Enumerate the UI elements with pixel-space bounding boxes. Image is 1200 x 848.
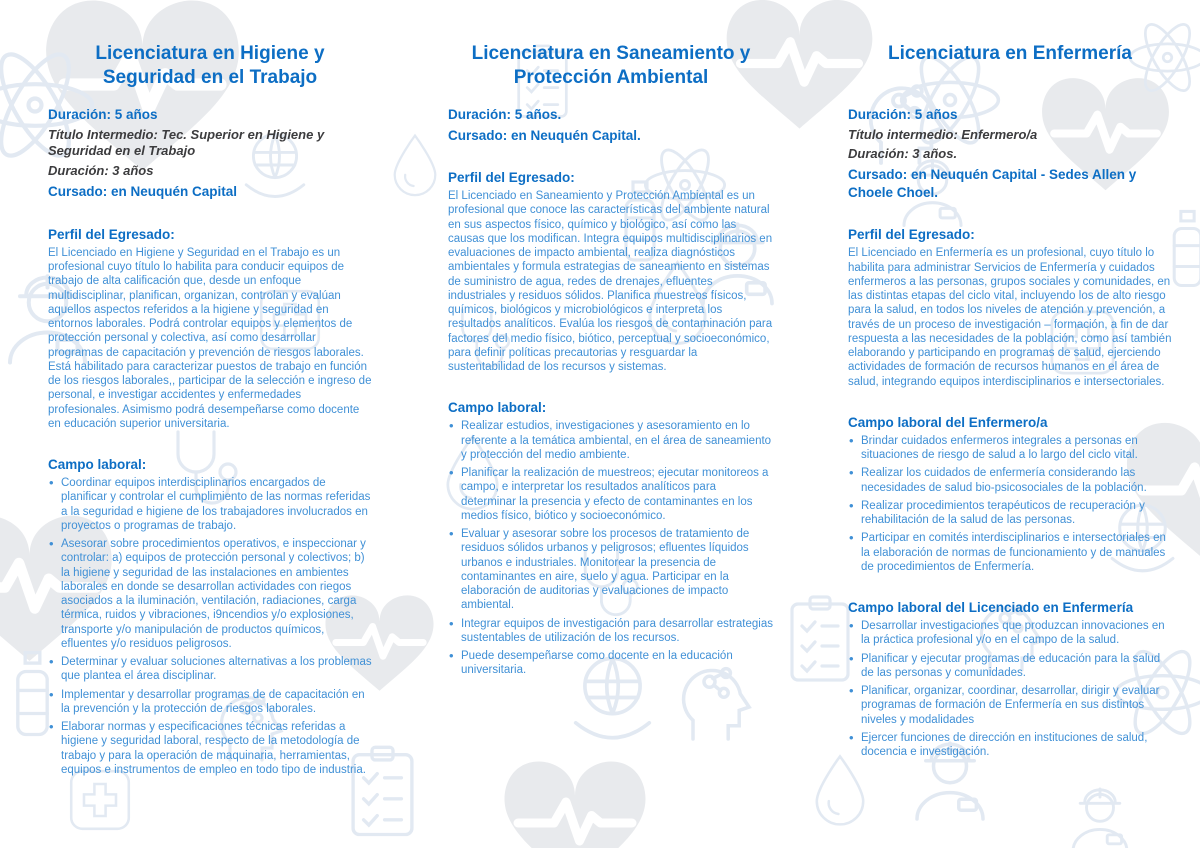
list-item: • Determinar y evaluar soluciones alternativas a los problemas que plantea el área disciplinar. [48, 655, 372, 684]
list-item: • Integrar equipos de investigación para desarrollar estrategias sustentables de utilización de los recursos. [448, 617, 774, 646]
perfil-paragraph: El Licenciado en Saneamiento y Protección Ambiental es un profesional que conoce las características del ambiente natural en sus aspectos físico, químico y biológico, así como las causas que los modifican. Integra equipos multidisciplinarios en evaluaciones de impacto ambiental, realiza diagnósticos ambientales y formula estrategias de saneamiento en sistemas de suministro de agua, redes de drenajes, efluentes industriales y residuos sólidos. Planifica muestreos físicos, químicos, biológicos y microbiológicos e interpreta los resultados analíticos. Evalúa los riesgos de contaminación para factores del medio físico, biótico, perceptual y socioeconómico, para definir políticas precautorias y resguardar la sustentabilidad de los recursos y sistemas. [448, 190, 773, 374]
location-line: Cursado: en Neuquén Capital. [448, 127, 641, 143]
program-title: Licenciatura en Higiene y Seguridad en el Trabajo [95, 43, 325, 88]
duration-line: Duración: 5 años [848, 107, 958, 122]
worker-helmet-icon [1073, 789, 1127, 848]
section-heading-perfil: Perfil del Egresado: [448, 170, 575, 186]
list-item: • Realizar estudios, investigaciones y asesoramiento en lo referente a la temática ambiental, en el área de saneamiento y protección del medio ambiente. [448, 419, 774, 462]
section-heading-campo: Campo laboral: [48, 457, 147, 473]
program-meta [448, 106, 774, 144]
program-column-saneamiento [448, 42, 774, 682]
list-item: • Planificar, organizar, coordinar, desarrollar, dirigir y evaluar programas de formación de Enfermería en sus distintos niveles y modalidades [848, 684, 1172, 727]
heart-pulse-icon [505, 762, 646, 848]
campo-laboral-list [48, 476, 372, 777]
duration-line: Duración: 5 años [48, 107, 158, 122]
intermediate-duration-line: Duración: 3 años [48, 163, 154, 179]
section-heading-campo: Campo laboral: [448, 400, 547, 416]
program-title: Licenciatura en Saneamiento y Protección Ambiental [471, 43, 751, 88]
list-item: • Ejercer funciones de dirección en instituciones de salud, docencia e investigación. [848, 731, 1172, 760]
list-item: • Planificar la realización de muestreos; ejecutar monitoreos a campo, e interpretar los resultados analíticos para determinar la presencia y efecto de contaminantes en los medios físico, biótico y socioeconómico. [448, 466, 774, 523]
campo-enfermero-list [848, 434, 1172, 574]
perfil-paragraph: El Licenciado en Higiene y Seguridad en el Trabajo es un profesional cuyo título lo habilita para conducir equipos de trabajo de alta calificación que, desde un enfoque multidisciplinar, planifican, organizan, controlan y evalúan aquellos aspectos referidos a la higiene y seguridad en entornos laborales. Podrá controlar equipos y elementos de protección personal y colectiva, así como desarrollar programas de capacitación y prevención de riesgos laborales. [48, 246, 364, 359]
perfil-paragraph: Está habilitado para caracterizar puestos de trabajo en función de los riesgos laborales,, participar de la selección e ingreso de personal, e investigar accidentes y enfermedades profesionales. Asimismo podrá desempeñarse como docente en educación superior universitaria. [48, 360, 372, 430]
program-meta [48, 106, 372, 201]
medicine-bottle-icon [18, 653, 47, 735]
water-drop-icon [395, 136, 436, 196]
list-item: • Asesorar sobre procedimientos operativos, e inspeccionar y controlar: a) equipos de protección personal y colectivos; b) la higiene y seguridad de las instalaciones en ambientes laborales en donde se desarrollan actividades con riegos asociados a la iluminación, ventilación, radiaciones, carga térmica, ruidos y vibraciones, i9ncendios y/o explosiones, transporte y/o manipulación de productos químicos, efluentes y/o residuos peligrosos. [48, 537, 372, 651]
list-item: • Puede desempeñarse como docente en la educación universitaria. [448, 649, 774, 678]
list-item: • Realizar los cuidados de enfermería considerando las necesidades de salud bio-psicosociales de la población. [848, 466, 1172, 495]
water-drop-icon [817, 756, 863, 824]
intermediate-degree-line: Título intermedio: Enfermero/a [848, 126, 1038, 142]
list-item: • Elaborar normas y especificaciones técnicas referidas a higiene y seguridad laboral, respecto de la metodología de trabajo y para la operación de maquinaria, herramientas, equipos e instrumentos de empleo en todo tipo de industria. [48, 720, 372, 777]
list-item: • Participar en comités interdisciplinarios e intersectoriales en la elaboración de normas de funcionamiento y de manuales de procedimientos de Enfermería. [848, 531, 1172, 574]
intermediate-degree-line: Título Intermedio: Tec. Superior en Higiene y Seguridad en el Trabajo [48, 126, 325, 159]
section-heading-perfil: Perfil del Egresado: [848, 227, 975, 243]
section-heading-campo-licenciado: Campo laboral del Licenciado en Enfermería [848, 600, 1134, 616]
location-line: Cursado: en Neuquén Capital [48, 184, 238, 200]
program-title: Licenciatura en Enfermería [888, 43, 1132, 64]
list-item: • Desarrollar investigaciones que produzcan innovaciones en la práctica profesional y/o en el campo de la salud. [848, 619, 1172, 648]
clipboard-icon [792, 597, 848, 680]
medicine-bottle-icon [1174, 211, 1200, 285]
list-item: • Realizar procedimientos terapéuticos de recuperación y rehabilitación de la salud de las personas. [848, 499, 1172, 528]
list-item: • Coordinar equipos interdisciplinarios encargados de planificar y controlar el cumplimiento de las normas referidas a la seguridad e higiene de los trabajadores involucrados en proyectos o programas de trabajo. [48, 476, 372, 533]
intermediate-duration-line: Duración: 3 años. [848, 146, 958, 162]
location-line: Cursado: en Neuquén Capital - Sedes Allen y Choele Choel. [848, 167, 1137, 200]
perfil-paragraph: El Licenciado en Enfermería es un profesional, cuyo título lo habilita para administrar Servicios de Enfermería y cuidados enfermeros a las personas, grupos sociales y comunidades, en las distintas etapas del ciclo vital, incluyendo los de alto riesgo para la salud, en todos los niveles de atención y prevención, a través de un proceso de investigación – formación, a fin de dar respuesta a las necesidades de la población, como así también elaborando y participando en programas de salud, ejerciendo actividades de formación de recursos humanos en el área de salud, integrando equipos interdisciplinarios e intersectoriales. [848, 247, 1172, 388]
section-heading-campo-enfermero: Campo laboral del Enfermero/a [848, 414, 1048, 430]
duration-line: Duración: 5 años. [448, 107, 562, 122]
campo-licenciado-list [848, 619, 1172, 759]
program-column-higiene [48, 42, 372, 781]
program-meta [848, 106, 1172, 201]
section-heading-perfil: Perfil del Egresado: [48, 226, 175, 242]
list-item: • Evaluar y asesorar sobre los procesos de tratamiento de residuos sólidos urbanos y peligrosos; efluentes líquidos urbanos e industriales. Monitorear la presencia de contaminantes en aire, suelo y agua. Participar en la elaboración de auditorias y evaluaciones de impacto ambiental. [448, 527, 774, 613]
program-column-enfermeria [848, 42, 1172, 763]
list-item: • Brindar cuidados enfermeros integrales a personas en situaciones de riesgo de salud a lo largo del ciclo vital. [848, 434, 1172, 463]
campo-laboral-list [448, 419, 774, 677]
list-item: • Implementar y desarrollar programas de de capacitación en la prevención y la protección de riesgos laborales. [48, 688, 372, 717]
list-item: • Planificar y ejecutar programas de educación para la salud de las personas y comunidades. [848, 652, 1172, 681]
